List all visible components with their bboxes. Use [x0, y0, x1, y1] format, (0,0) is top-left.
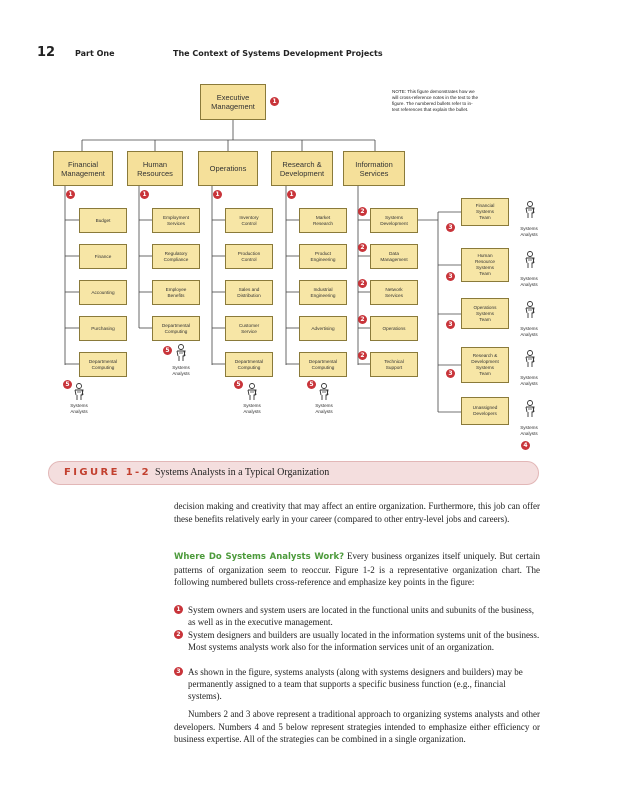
unit-box: Network Services — [370, 280, 418, 305]
unit-box: Operations — [370, 316, 418, 341]
unit-box: Budget — [79, 208, 127, 233]
systems-analysts-label: Systems Analysts — [172, 365, 190, 376]
figure-label: FIGURE 1-2 — [64, 467, 151, 478]
person-icon — [523, 201, 537, 224]
bullet-5-badge: 5 — [234, 380, 243, 389]
unit-box: Customer Service — [225, 316, 273, 341]
person-icon — [523, 400, 537, 423]
section-heading: Where Do Systems Analysts Work? — [174, 552, 345, 562]
figure-note: NOTE: This figure demonstrates how we will cross-reference notes in the text to the figure. The numbered bullets refer to in- text references that explain the bullet. — [392, 89, 479, 112]
unit-box: Departmental Computing — [152, 316, 200, 341]
bullet-item-3: 3 As shown in the figure, systems analysts (along with systems designers and builders) may be permanently assigned to a team that supports a specific business function (e.g., financial systems). — [174, 666, 540, 702]
department-human-resources: Human Resources — [127, 151, 183, 186]
team-box: Operations Systems Team — [461, 298, 509, 329]
bullet-1-badge: 1 — [287, 190, 296, 199]
bullet-1-badge: 1 — [270, 97, 279, 106]
systems-analysts-label: Systems Analysts — [315, 403, 333, 414]
unit-box: Purchasing — [79, 316, 127, 341]
unit-box: Departmental Computing — [79, 352, 127, 377]
unit-box: Employee Benefits — [152, 280, 200, 305]
systems-analysts-label: Systems Analysts — [520, 375, 538, 386]
unit-box: Accounting — [79, 280, 127, 305]
bullet-2-badge: 2 — [358, 207, 367, 216]
bullet-1-badge: 1 — [140, 190, 149, 199]
figure-title: Systems Analysts in a Typical Organization — [155, 467, 330, 478]
bullet-1-badge: 1 — [213, 190, 222, 199]
team-box: Research & Development Systems Team — [461, 347, 509, 383]
team-box: Financial Systems Team — [461, 198, 509, 226]
unit-box: Employment Services — [152, 208, 200, 233]
unit-box: Finance — [79, 244, 127, 269]
bullet-item-1: 1 System owners and system users are located in the functional units and subunits of the business, as well as in the executive management. — [174, 604, 540, 628]
bullet-5-badge: 5 — [307, 380, 316, 389]
bullet-3-badge: 3 — [446, 320, 455, 329]
department-financial-management: Financial Management — [53, 151, 113, 186]
unit-box: Product Engineering — [299, 244, 347, 269]
paragraph-1: decision making and creativity that may affect an entire organization. Furthermore, this job can offer these benefits relatively early in your career (compared to other entry-level jobs and careers). — [174, 501, 540, 524]
team-box: Human Resource Systems Team — [461, 248, 509, 282]
person-icon — [174, 344, 188, 367]
paragraph-3: Numbers 2 and 3 above represent a traditional approach to organizing systems analysts and other developers. Numbers 4 and 5 below represent strategies intended to emphasize either efficiency or business expertise. All of the strategies can be combined in a single organization. — [174, 709, 540, 744]
department-information-services: Information Services — [343, 151, 405, 186]
paragraph-2: Where Do Systems Analysts Work? Every business organizes itself uniquely. But certain patterns of organization seem to reoccur. Figure 1-2 is a representative organization chart. The following numbered bullets cross-reference and emphasize key points in the figure: — [174, 551, 540, 587]
bullet-4-badge: 4 — [521, 441, 530, 450]
bullet-2-badge: 2 — [358, 243, 367, 252]
unit-box: Advertising — [299, 316, 347, 341]
bullet-3-badge: 3 — [446, 369, 455, 378]
bullet-3-badge: 3 — [446, 272, 455, 281]
unit-box: Sales and Distribution — [225, 280, 273, 305]
bullet-3-badge: 3 — [446, 223, 455, 232]
unit-box: Industrial Engineering — [299, 280, 347, 305]
bullet-item-2: 2 System designers and builders are usually located in the information systems unit of the business. Most systems analysts work also for the information services unit of an organization. — [174, 629, 540, 653]
unit-box: Technical Support — [370, 352, 418, 377]
unit-box: Market Research — [299, 208, 347, 233]
unit-box: Inventory Control — [225, 208, 273, 233]
running-title: The Context of Systems Development Projects — [173, 49, 383, 58]
bullet-5-badge: 5 — [63, 380, 72, 389]
bullet-5-badge: 5 — [163, 346, 172, 355]
bullet-2-badge: 2 — [358, 279, 367, 288]
unit-box: Departmental Computing — [299, 352, 347, 377]
person-icon — [523, 350, 537, 373]
systems-analysts-label: Systems Analysts — [70, 403, 88, 414]
unit-box: Production Control — [225, 244, 273, 269]
bullet-2-badge: 2 — [358, 315, 367, 324]
person-icon — [523, 301, 537, 324]
team-box: Unassigned Developers — [461, 397, 509, 425]
unit-box: Regulatory Compliance — [152, 244, 200, 269]
part-label: Part One — [75, 49, 115, 58]
unit-box: Data Management — [370, 244, 418, 269]
systems-analysts-label: Systems Analysts — [520, 276, 538, 287]
systems-analysts-label: Systems Analysts — [520, 226, 538, 237]
unit-box: Departmental Computing — [225, 352, 273, 377]
page-number: 12 — [37, 45, 56, 60]
executive-management-box: Executive Management — [200, 84, 266, 120]
department-operations: Operations — [198, 151, 258, 186]
systems-analysts-label: Systems Analysts — [243, 403, 261, 414]
person-icon — [523, 251, 537, 274]
bullet-2-badge: 2 — [358, 351, 367, 360]
systems-analysts-label: Systems Analysts — [520, 425, 538, 436]
unit-box: Systems Development — [370, 208, 418, 233]
systems-analysts-label: Systems Analysts — [520, 326, 538, 337]
department-research-development: Research & Development — [271, 151, 333, 186]
bullet-1-badge: 1 — [66, 190, 75, 199]
